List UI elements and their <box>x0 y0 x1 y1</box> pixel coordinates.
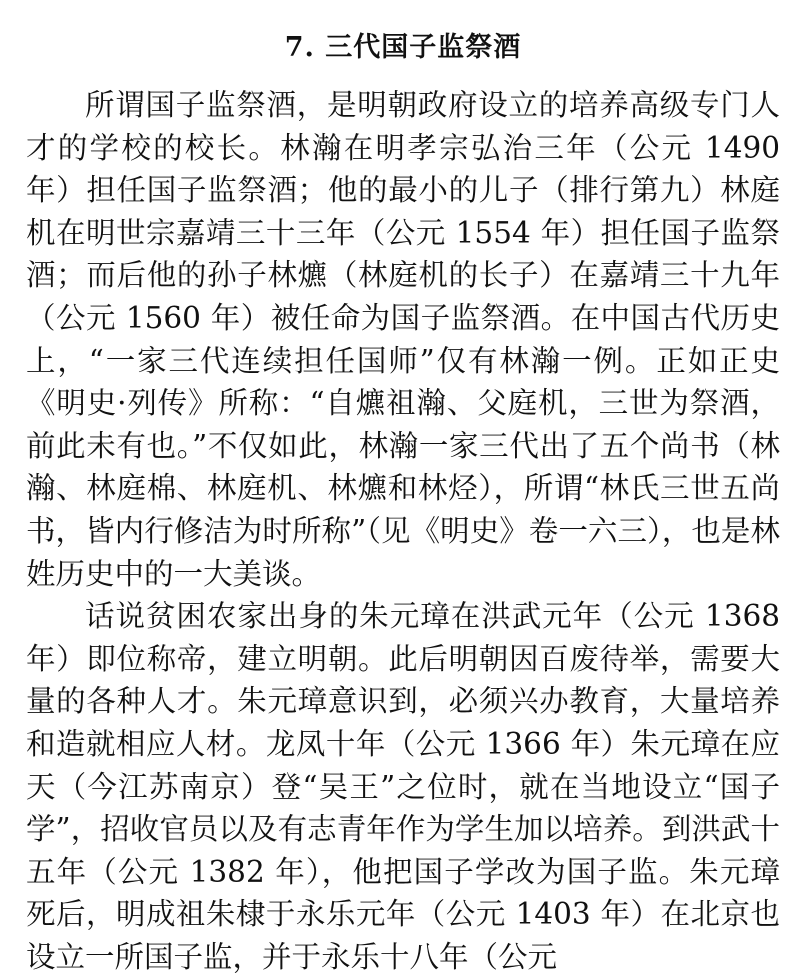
paragraph-2: 话说贫困农家出身的朱元璋在洪武元年（公元 1368 年）即位称帝，建立明朝。此后明朝因百废待举，需要大量的各种人才。朱元璋意识到，必须兴办教育，大量培养和造就相应人材。龙凤十年（公元 1366 年）朱元璋在应天（今江苏南京）登“吴王”之位时，就在当地设立“国子学”，招收官员以及有志青年作为学生加以培养。到洪武十五年（公元 1382 年），他把国子学改为国子监。朱元璋死后，明成祖朱棣于永乐元年（公元 1403 年）在北京也设立一所国子监，并于永乐十八年（公元 <box>26 599 780 974</box>
section-title: 7. 三代国子监祭酒 <box>284 32 522 63</box>
paragraph-1: 所谓国子监祭酒，是明朝政府设立的培养高级专门人才的学校的校长。林瀚在明孝宗弘治三年（公元 1490 年）担任国子监祭酒；他的最小的儿子（排行第九）林庭机在明世宗嘉靖三十三年（公元 1554 年）担任国子监祭酒；而后他的孙子林爊（林庭机的长子）在嘉靖三十九年（公元 1560 年）被任命为国子监祭酒。在中国古代历史上，“一家三代连续担任国师”仅有林瀚一例。正如正史《明史·列传》所称：“自爊祖瀚、父庭机，三世为祭酒，前此未有也。”不仅如此，林瀚一家三代出了五个尚书（林瀚、林庭棉、林庭机、林爊和林烃），所谓“林氏三世五尚书，皆内行修洁为时所称”（见《明史》卷一六三），也是林姓历史中的一大美谈。 <box>26 88 780 591</box>
